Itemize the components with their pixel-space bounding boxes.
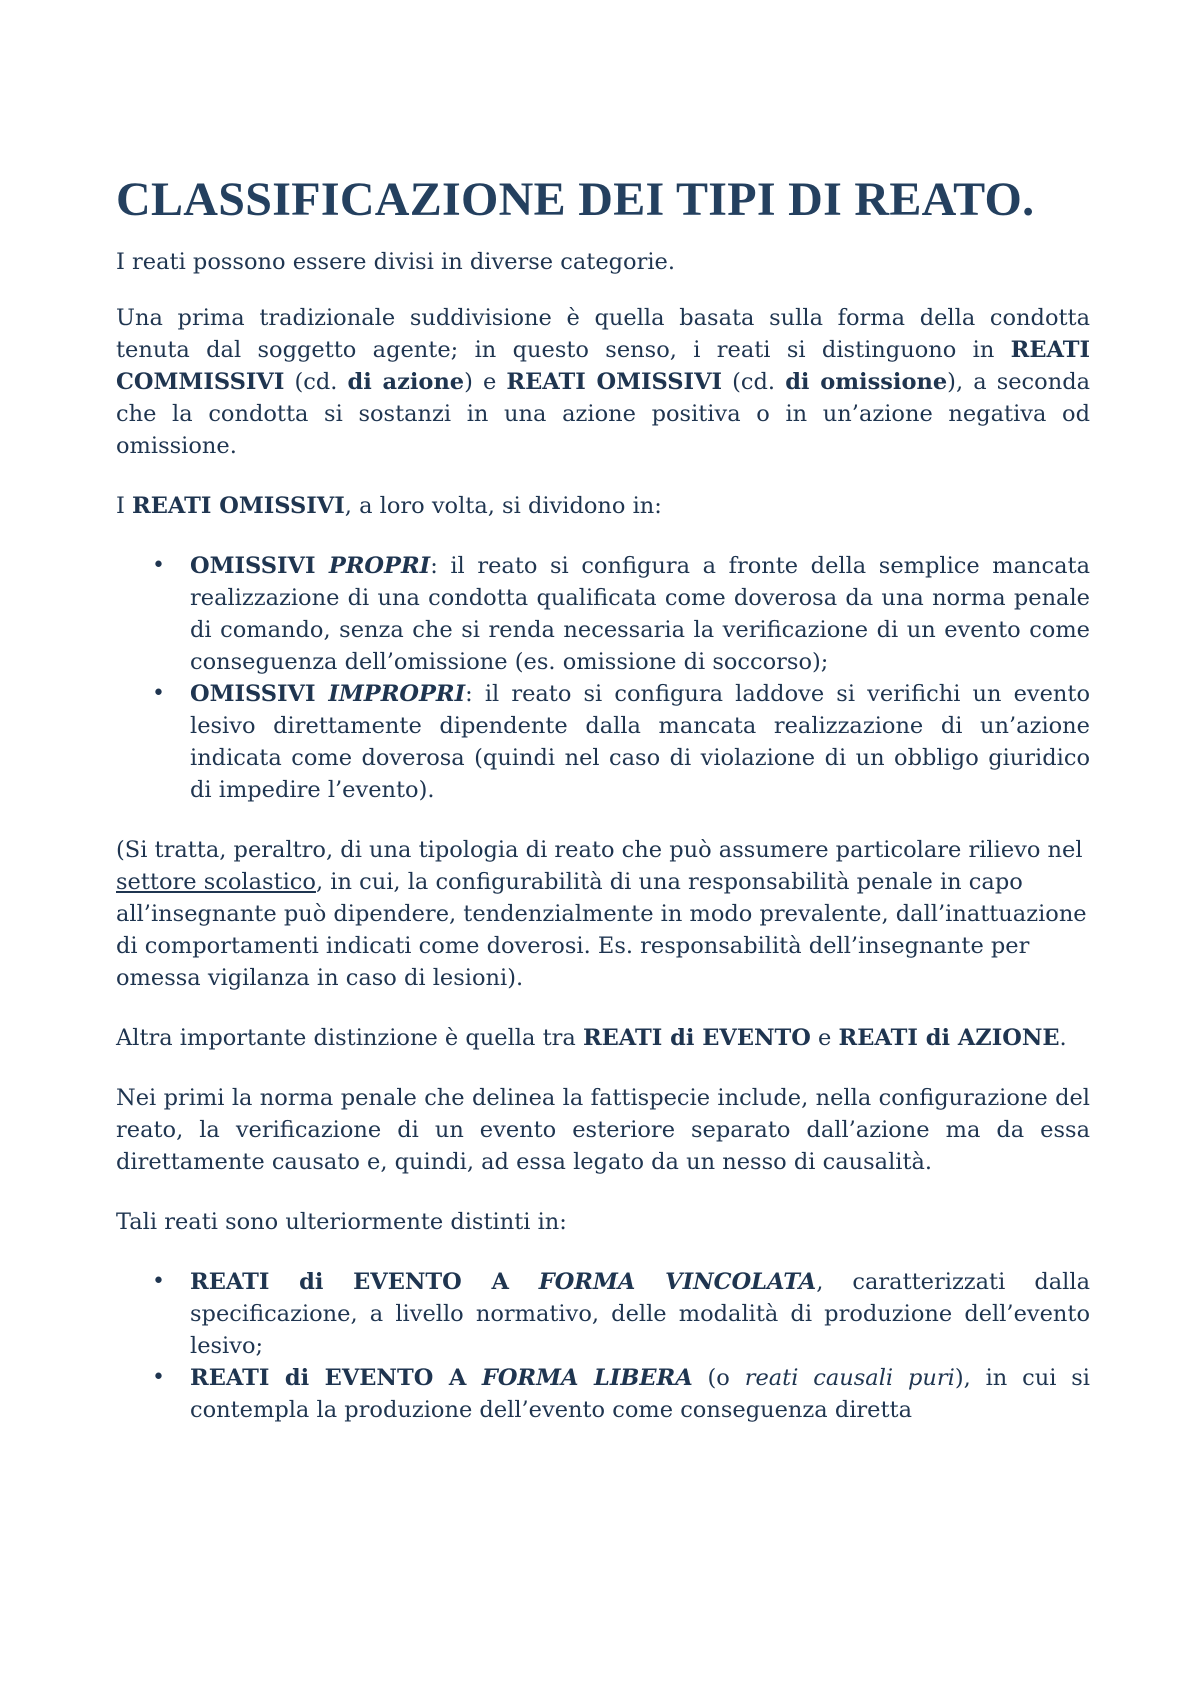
- list-item: [152, 1266, 1090, 1362]
- document-page: [116, 172, 1090, 1454]
- term-reati-di-evento: REATI di EVENTO: [582, 1025, 811, 1051]
- item-term: REATI di EVENTO A: [190, 1365, 482, 1391]
- item-term: OMISSIVI: [190, 553, 329, 579]
- text: Altra importante distinzione è quella tra: [116, 1025, 583, 1051]
- term-reati-commissivi: REATI COMMISSIVI: [116, 337, 1090, 395]
- text: I: [116, 493, 133, 519]
- underlined-term: settore scolastico: [116, 869, 316, 895]
- text: (Si tratta, peraltro, di una tipologia di reato che può assumere particolare rilievo nel: [116, 837, 1083, 863]
- text: (cd.: [284, 369, 348, 395]
- item-term-italic: PROPRI: [328, 553, 431, 579]
- item-term-italic: FORMA LIBERA: [481, 1365, 693, 1391]
- paragraph-tali-reati: Tali reati sono ulteriormente distinti in:: [116, 1209, 567, 1235]
- item-term-italic: IMPROPRI: [328, 681, 466, 707]
- text: ), a seconda che la condotta si sostanzi in una azione positiva o in un’azione negativa od omissione.: [116, 369, 1091, 459]
- item-term: OMISSIVI: [190, 681, 329, 707]
- item-term: REATI di EVENTO A: [190, 1269, 539, 1295]
- list-item: [152, 1362, 1090, 1426]
- paragraph-omissivi-intro: [116, 490, 1090, 522]
- list-item: [152, 550, 1091, 678]
- term-reati-omissivi: REATI OMISSIVI: [132, 493, 345, 519]
- item-text: : il reato si configura a fronte della semplice mancata realizzazione di una condotta qualificata come doverosa da una norma penale di comando, senza che si renda necessaria la verificazione di un evento come conseguenza dell’omissione (es. omissione di soccorso);: [190, 553, 1091, 675]
- bullet-icon: •: [152, 681, 165, 706]
- item-term-italic: FORMA VINCOLATA: [538, 1269, 817, 1295]
- list-item: [152, 678, 1091, 806]
- item-italic-text: reati causali puri: [744, 1365, 955, 1391]
- paragraph-commissivi-omissivi: [116, 302, 1090, 462]
- item-text: : il reato si configura laddove si verifichi un evento lesivo direttamente dipendente dalla mancata realizzazione di un’azione indicata come doverosa (quindi nel caso di violazione di un obbligo giuridico di impedire l’evento).: [190, 681, 1091, 803]
- bullet-icon: •: [152, 1365, 165, 1390]
- bullet-icon: •: [152, 553, 165, 578]
- text: ) e: [464, 369, 507, 395]
- text: , in cui, la configurabilità di una responsabilità penale in capo all’insegnante può dipendere, tendenzialmente in modo prevalente, dall’inattuazione di comportamenti indicati come doverosi. Es. responsabilità dell’insegnante per omessa vigilanza in caso di lesioni).: [116, 869, 1087, 991]
- paragraph-evento-azione: [116, 1022, 1090, 1054]
- bullet-icon: •: [152, 1269, 165, 1294]
- term-reati-di-azione: REATI di AZIONE: [838, 1025, 1060, 1051]
- paragraph-nei-primi: Nei primi la norma penale che delinea la fattispecie include, nella configurazione del reato, la verificazione di un evento esteriore separato dall’azione ma da essa direttamente causato e, quindi, ad essa legato da un nesso di causalità.: [116, 1085, 1090, 1175]
- text: .: [1059, 1025, 1067, 1051]
- text: (cd.: [722, 369, 786, 395]
- page-title: CLASSIFICAZIONE DEI TIPI DI REATO.: [116, 173, 1035, 226]
- omissivi-list: [116, 550, 1090, 806]
- text: , a loro volta, si dividono in:: [344, 493, 662, 519]
- paragraph-settore-scolastico: [116, 834, 1090, 994]
- term-di-azione: di azione: [347, 369, 465, 395]
- item-text: ), in cui si contempla la produzione dell’evento come conseguenza diretta: [190, 1365, 1090, 1423]
- text: Una prima tradizionale suddivisione è quella basata sulla forma della condotta tenuta dal soggetto agente; in questo senso, i reati si distinguono in: [116, 305, 1090, 363]
- evento-list: [116, 1266, 1090, 1426]
- term-di-omissione: di omissione: [785, 369, 948, 395]
- text: e: [810, 1025, 839, 1051]
- item-text: , caratterizzati dalla specificazione, a livello normativo, delle modalità di produzione dell’evento lesivo;: [190, 1269, 1090, 1359]
- item-text: (o: [692, 1365, 745, 1391]
- intro-paragraph: I reati possono essere divisi in diverse categorie.: [116, 249, 676, 275]
- term-reati-omissivi: REATI OMISSIVI: [506, 369, 723, 395]
